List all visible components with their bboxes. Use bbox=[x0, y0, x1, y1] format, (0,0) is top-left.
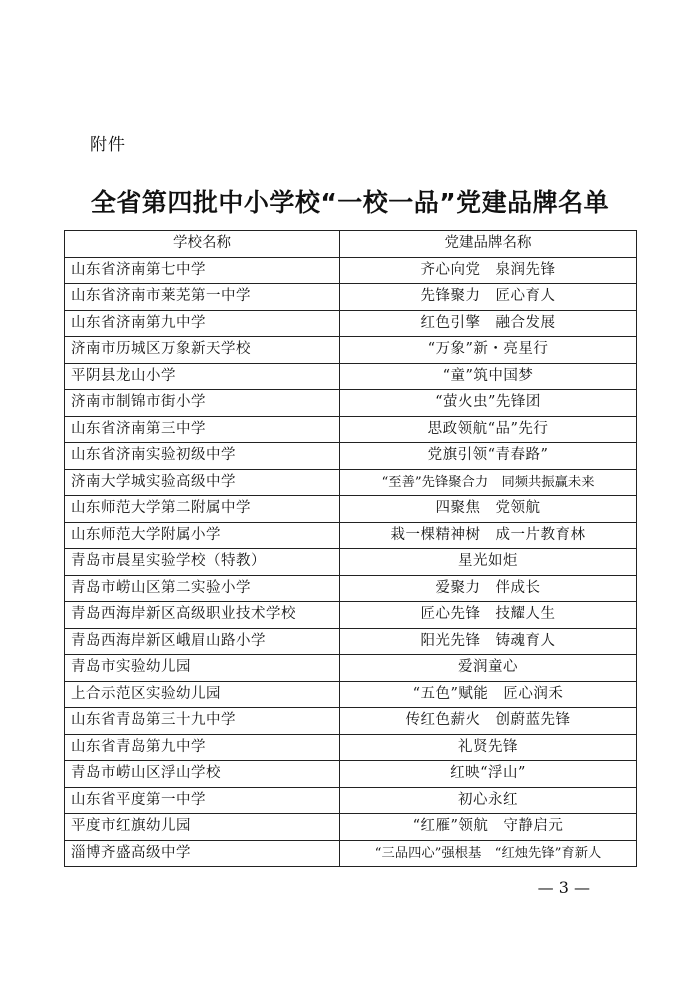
school-name-cell: 青岛西海岸新区峨眉山路小学 bbox=[65, 628, 340, 655]
brand-name-cell: 齐心向党 泉润先锋 bbox=[340, 257, 637, 284]
brand-name-cell: 四聚焦 党领航 bbox=[340, 496, 637, 523]
brand-name-cell: “至善”先锋聚合力 同频共振赢未来 bbox=[340, 469, 637, 496]
brand-name-cell: 礼贤先锋 bbox=[340, 734, 637, 761]
table-row bbox=[65, 496, 637, 523]
table-row bbox=[65, 814, 637, 841]
brand-name-cell: “萤火虫”先锋团 bbox=[340, 390, 637, 417]
table-row bbox=[65, 681, 637, 708]
brand-name-cell: “童”筑中国梦 bbox=[340, 363, 637, 390]
table-header-row bbox=[65, 231, 637, 258]
table-row bbox=[65, 522, 637, 549]
table-row bbox=[65, 628, 637, 655]
brand-name-cell: 党旗引领“青春路” bbox=[340, 443, 637, 470]
table-row bbox=[65, 337, 637, 364]
table-row bbox=[65, 310, 637, 337]
school-name-cell: 济南市制锦市街小学 bbox=[65, 390, 340, 417]
school-name-cell: 山东师范大学附属小学 bbox=[65, 522, 340, 549]
brand-name-cell: “五色”赋能 匠心润禾 bbox=[340, 681, 637, 708]
brand-name-cell: 阳光先锋 铸魂育人 bbox=[340, 628, 637, 655]
table-row bbox=[65, 469, 637, 496]
school-name-cell: 山东师范大学第二附属中学 bbox=[65, 496, 340, 523]
school-name-cell: 济南市历城区万象新天学校 bbox=[65, 337, 340, 364]
brand-name-cell: 红色引擎 融合发展 bbox=[340, 310, 637, 337]
table-row bbox=[65, 284, 637, 311]
document-title: 全省第四批中小学校“一校一品”党建品牌名单 bbox=[90, 188, 610, 217]
brand-name-cell: 传红色薪火 创蔚蓝先锋 bbox=[340, 708, 637, 735]
brand-name-cell: 初心永红 bbox=[340, 787, 637, 814]
school-name-cell: 山东省济南第三中学 bbox=[65, 416, 340, 443]
brand-list-table bbox=[64, 230, 637, 867]
table-row bbox=[65, 363, 637, 390]
school-name-cell: 青岛市实验幼儿园 bbox=[65, 655, 340, 682]
column-header-brand: 党建品牌名称 bbox=[340, 231, 637, 258]
school-name-cell: 山东省平度第一中学 bbox=[65, 787, 340, 814]
school-name-cell: 山东省青岛第三十九中学 bbox=[65, 708, 340, 735]
school-name-cell: 平阴县龙山小学 bbox=[65, 363, 340, 390]
brand-name-cell: “红雁”领航 守静启元 bbox=[340, 814, 637, 841]
school-name-cell: 淄博齐盛高级中学 bbox=[65, 840, 340, 867]
table-row bbox=[65, 840, 637, 867]
brand-name-cell: 先锋聚力 匠心育人 bbox=[340, 284, 637, 311]
school-name-cell: 青岛市崂山区浮山学校 bbox=[65, 761, 340, 788]
table-row bbox=[65, 655, 637, 682]
table-row bbox=[65, 708, 637, 735]
school-name-cell: 济南大学城实验高级中学 bbox=[65, 469, 340, 496]
table-row bbox=[65, 761, 637, 788]
brand-name-cell: 栽一棵精神树 成一片教育林 bbox=[340, 522, 637, 549]
table-row bbox=[65, 734, 637, 761]
column-header-school: 学校名称 bbox=[65, 231, 340, 258]
school-name-cell: 山东省济南市莱芜第一中学 bbox=[65, 284, 340, 311]
school-name-cell: 山东省济南实验初级中学 bbox=[65, 443, 340, 470]
brand-name-cell: 思政领航“品”先行 bbox=[340, 416, 637, 443]
school-name-cell: 青岛西海岸新区高级职业技术学校 bbox=[65, 602, 340, 629]
brand-name-cell: 匠心先锋 技耀人生 bbox=[340, 602, 637, 629]
table-row bbox=[65, 787, 637, 814]
table-row bbox=[65, 443, 637, 470]
table-row bbox=[65, 390, 637, 417]
table-row bbox=[65, 602, 637, 629]
brand-name-cell: “三品四心”强根基 “红烛先锋”育新人 bbox=[340, 840, 637, 867]
school-name-cell: 山东省济南第七中学 bbox=[65, 257, 340, 284]
table-row bbox=[65, 416, 637, 443]
school-name-cell: 上合示范区实验幼儿园 bbox=[65, 681, 340, 708]
table-row bbox=[65, 257, 637, 284]
school-name-cell: 青岛市崂山区第二实验小学 bbox=[65, 575, 340, 602]
brand-name-cell: 红映“浮山” bbox=[340, 761, 637, 788]
brand-name-cell: 爱润童心 bbox=[340, 655, 637, 682]
table-row bbox=[65, 549, 637, 576]
table-row bbox=[65, 575, 637, 602]
brand-name-cell: 爱聚力 伴成长 bbox=[340, 575, 637, 602]
school-name-cell: 山东省济南第九中学 bbox=[65, 310, 340, 337]
page-number: — 3 — bbox=[537, 878, 590, 897]
school-name-cell: 青岛市晨星实验学校（特教） bbox=[65, 549, 340, 576]
brand-name-cell: “万象”新・亮星行 bbox=[340, 337, 637, 364]
school-name-cell: 山东省青岛第九中学 bbox=[65, 734, 340, 761]
attachment-label: 附件 bbox=[90, 135, 126, 155]
brand-name-cell: 星光如炬 bbox=[340, 549, 637, 576]
school-name-cell: 平度市红旗幼儿园 bbox=[65, 814, 340, 841]
